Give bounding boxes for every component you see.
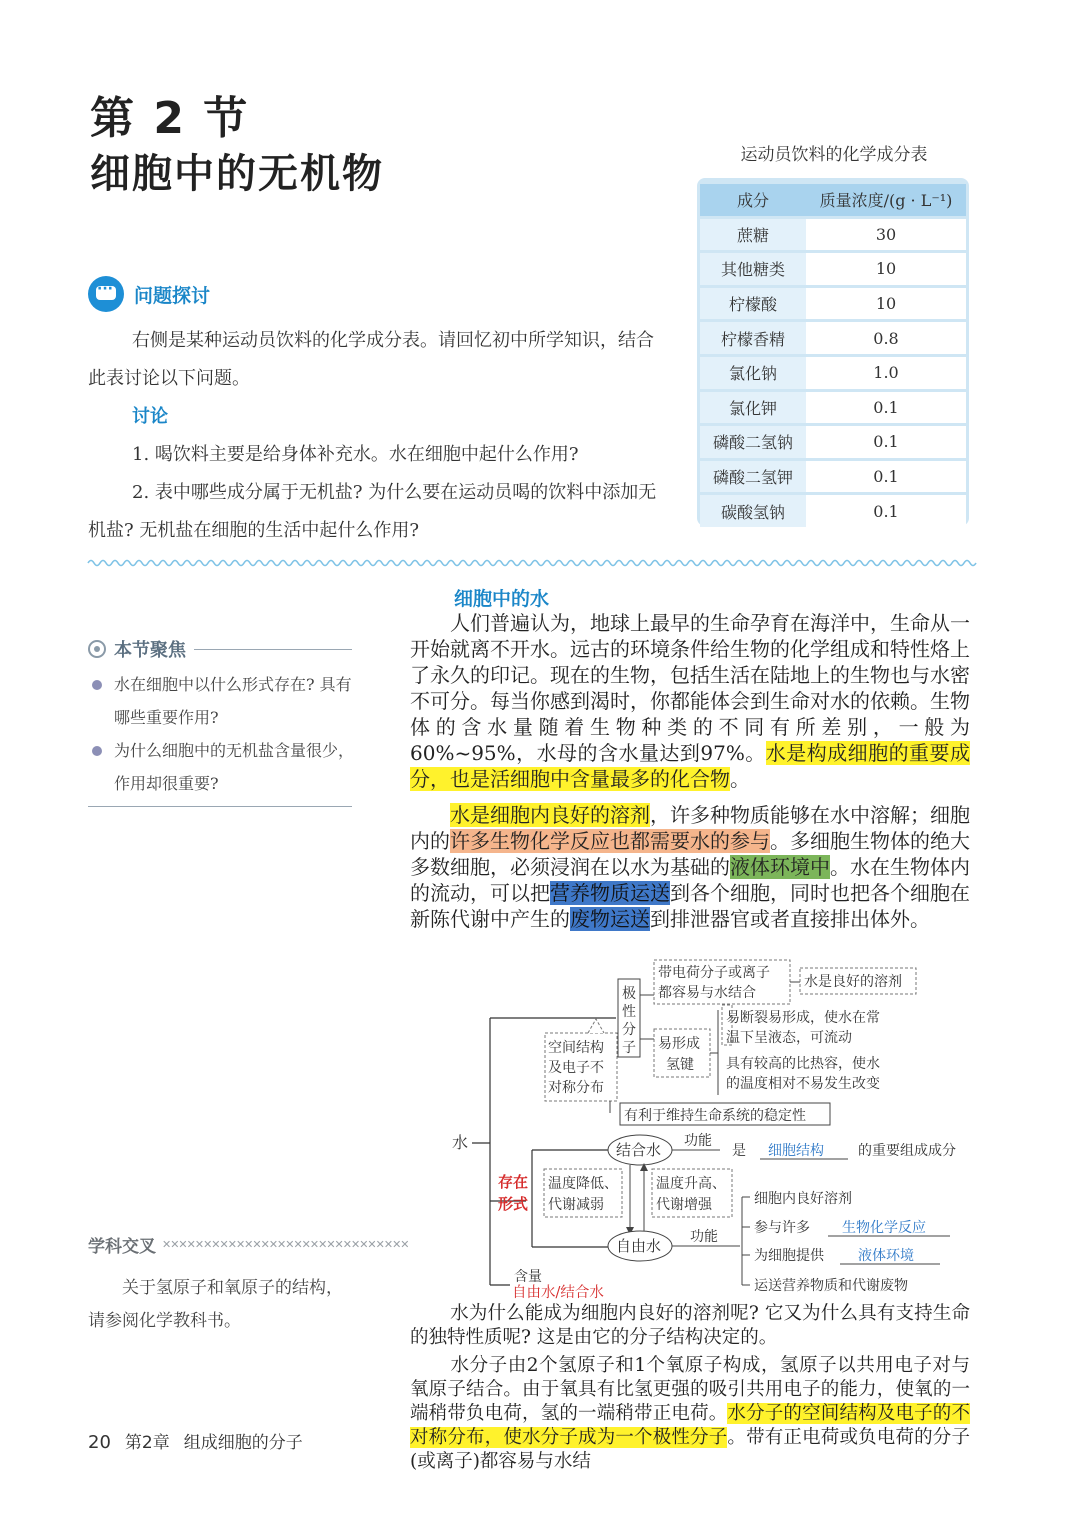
highlight-yellow: 水是细胞内良好的溶剂 [450,803,650,827]
diagram-free-f1: 细胞内良好溶剂 [754,1191,852,1207]
question-1: 1. 喝饮料主要是给身体补充水。水在细胞中起什么作用? [132,444,579,465]
diagram-free-f3-fill: 液体环境 [858,1248,914,1264]
paragraph-4 [410,1354,970,1474]
table-cell: 0.8 [806,322,966,354]
paragraph-text: 水分子由2个氢原子和1个氧原子构成，氢原子以共用电子对与氧原子结合。由于氧具有比氢更强的吸引共用电子的能力，使氧的一端稍带负电荷，氢的一端稍带正电荷。 [410,1355,970,1424]
diagram-hbond-2: 氢键 [666,1057,694,1073]
problem-body [88,322,658,550]
table-header-cell: 质量浓度/(g · L⁻¹) [806,184,966,216]
cross-text: 关于氢原子和氧原子的结构，请参阅化学教科书。 [88,1278,343,1331]
diagram-heat-1: 具有较高的比热容，使水 [726,1056,880,1072]
section-title: 细胞中的无机物 [90,151,384,197]
table-cell: 氯化钾 [700,392,806,424]
chapter-title: 组成细胞的分子 [183,1433,303,1453]
table-cell: 碳酸氢钠 [700,495,806,527]
problem-header [88,276,210,312]
diagram-good-solvent: 水是良好的溶剂 [804,974,902,990]
page-number: 20 [88,1432,111,1453]
highlight-yellow: 水分子的空间结构及电子的不对称分布，使水分子成为一个极性分子 [410,1403,970,1448]
diagram-break-1: 易断裂易形成，使水在常 [726,1010,880,1026]
table-row [700,253,966,285]
table-cell: 0.1 [806,461,966,493]
paragraph-text: 到各个细胞，同时也把各个细胞在新陈代谢中产生的 [410,881,970,931]
target-icon [88,640,106,658]
paragraph-1 [410,610,970,792]
problem-title: 问题探讨 [134,284,211,307]
table-row [700,357,966,389]
table-cell: 0.1 [806,426,966,458]
diagram-break-2: 温下呈液态，可流动 [726,1030,852,1046]
paragraph-text: 。多细胞生物体的绝大多数细胞，必须浸润在以水为基础的 [410,829,970,879]
composition-table-wrapper [697,178,969,526]
table-row [700,392,966,424]
diagram-exist-2: 形式 [498,1195,529,1213]
diagram-spatial-3: 对称分布 [548,1080,604,1096]
paragraph-text: 人们普遍认为，地球上最早的生命孕育在海洋中，生命从一开始就离不开水。远古的环境条件给生物的化学组成和特性烙上了永久的印记。现在的生物，包括生活在陆地上的生物也与水密不可分。每当你感到渴时，你都能体会到生命对水的依赖。生物体的含水量随着生物种类的不同有所差别，一般为60%~95%，水母的含水量达到97%。 [410,611,970,765]
paragraph-text: 。水在生物体内的流动，可以把 [410,855,970,905]
discussion-label: 讨论 [132,406,168,427]
diagram-charged-2: 都容易与水结合 [658,985,756,1001]
question-2: 2. 表中哪些成分属于无机盐? 为什么要在运动员喝的饮料中添加无机盐? 无机盐在细胞的生活中起什么作用? [88,482,657,541]
table-cell: 柠檬酸 [700,288,806,320]
table-cell: 磷酸二氢钠 [700,426,806,458]
diagram-temp-up-2: 代谢增强 [656,1197,712,1213]
table-cell: 10 [806,253,966,285]
diagram-func-label-1: 功能 [684,1133,712,1149]
diagram-free-water: 自由水 [616,1237,662,1255]
highlight-green: 液体环境中 [730,855,830,879]
diagram-stability: 有利于维持生命系统的稳定性 [624,1108,806,1124]
table-row [700,426,966,458]
diagram-temp-down-1: 温度降低、 [548,1176,618,1192]
diagram-temp-up-1: 温度升高、 [656,1176,726,1192]
table-caption: 运动员饮料的化学成分表 [740,145,928,165]
list-item: 水在细胞中以什么形式存在? 具有哪些重要作用? [88,668,354,734]
diagram-free-f3-pre: 为细胞提供 [754,1248,824,1264]
diagram-temp-down-2: 代谢减弱 [548,1197,604,1213]
focus-divider [194,649,352,650]
paragraph-text: 。带有正电荷或负电荷的分子(或离子)都容易与水结 [410,1427,970,1472]
diagram-content-label: 含量 [514,1269,542,1285]
diagram-spatial-1: 空间结构 [548,1040,604,1056]
diagram-free-f2-pre: 参与许多 [754,1220,810,1236]
table-cell: 0.1 [806,392,966,424]
table-cell: 10 [806,288,966,320]
highlight-blue: 营养物质运送 [550,881,670,905]
diagram-func-bound-fill: 细胞结构 [768,1143,824,1159]
table-cell: 蔗糖 [700,219,806,251]
diagram-root: 水 [452,1133,469,1152]
chapter-label: 第2章 [124,1433,170,1453]
table-cell: 磷酸二氢钾 [700,461,806,493]
diagram-charged-1: 带电荷分子或离子 [658,965,770,981]
page-footer [88,1428,303,1453]
table-row [700,495,966,527]
paragraph-text: 到排泄器官或者直接排出体外。 [650,907,930,931]
diagram-spatial-2: 及电子不 [548,1060,604,1076]
water-concept-diagram [440,955,985,1300]
table-row [700,322,966,354]
diagram-free-f2-fill: 生物化学反应 [842,1220,926,1236]
table-row [700,219,966,251]
diagram-heat-2: 的温度相对不易发生改变 [726,1076,880,1092]
cross-decoration: ✕✕✕✕✕✕✕✕✕✕✕✕✕✕✕✕✕✕✕✕✕✕✕✕✕✕✕✕✕✕ [162,1238,409,1251]
diagram-bound-water: 结合水 [616,1141,662,1159]
cross-header [88,1232,409,1257]
table-cell: 柠檬香精 [700,322,806,354]
paragraph-text: 水为什么能成为细胞内良好的溶剂呢? 它又为什么具有支持生命的独特性质呢? 这是由它的分子结构决定的。 [410,1303,970,1348]
table-header-row [700,184,966,216]
paragraph-2 [410,802,970,932]
highlight-blue: 废物运送 [570,907,650,931]
composition-table [700,181,966,530]
table-cell: 氯化钠 [700,357,806,389]
diagram-free-f4: 运送营养物质和代谢废物 [754,1278,908,1294]
problem-intro: 右侧是某种运动员饮料的化学成分表。请回忆初中所学知识，结合此表讨论以下问题。 [88,330,654,389]
table-cell: 30 [806,219,966,251]
focus-header [88,636,352,662]
table-row [700,461,966,493]
highlight-yellow: 水是构成细胞的重要成分，也是活细胞中含量最多的化合物 [410,741,970,791]
paragraph-3 [410,1302,970,1350]
table-cell: 0.1 [806,495,966,527]
subsection-title: 细胞中的水 [454,588,550,610]
wavy-divider [88,556,970,570]
chat-bubble-icon [88,276,124,312]
focus-bottom-divider [88,806,352,807]
highlight-orange: 许多生物化学反应也都需要水的参与 [450,829,770,853]
table-cell: 1.0 [806,357,966,389]
cross-title: 学科交叉 [88,1237,156,1257]
list-item: 为什么细胞中的无机盐含量很少，作用却很重要? [88,734,354,800]
diagram-func-bound-post: 的重要组成成分 [858,1143,956,1159]
focus-title: 本节聚焦 [114,640,186,661]
diagram-polar: 极性分子 [622,986,636,1056]
table-header-cell: 成分 [700,184,806,216]
paragraph-text: ，许多种物质能够在水中溶解；细胞内的 [410,803,970,853]
diagram-ratio-label: 自由水/结合水 [512,1285,604,1301]
table-cell: 其他糖类 [700,253,806,285]
diagram-exist-1: 存在 [498,1173,529,1191]
focus-list [88,668,354,800]
diagram-func-label-2: 功能 [690,1229,718,1245]
section-number: 第 2 节 [90,93,250,144]
table-row [700,288,966,320]
paragraph-text: 。 [730,767,750,791]
diagram-hbond-1: 易形成 [658,1036,700,1052]
diagram-func-bound-pre: 是 [732,1143,746,1159]
